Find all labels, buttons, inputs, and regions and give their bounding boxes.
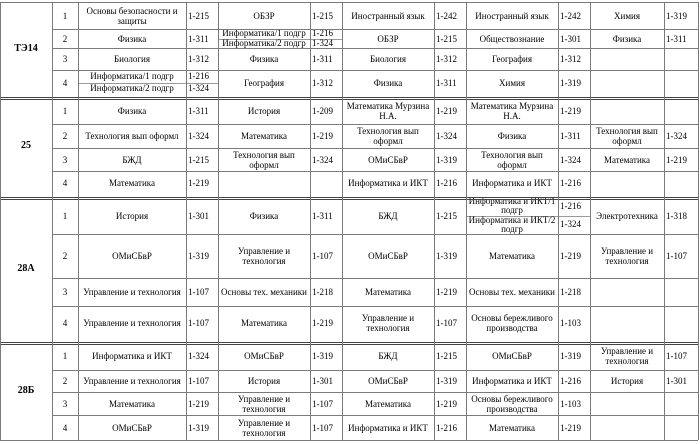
- room-cell: 1-319: [560, 351, 581, 361]
- subgroup-subject: Информатика/1 подгр: [222, 29, 306, 39]
- lesson-number: 4: [62, 422, 68, 433]
- subject-text: БЖД: [122, 154, 142, 165]
- row-divider: [52, 278, 698, 279]
- lesson-number: 4: [62, 318, 68, 328]
- subject-text: Информатика и ИКТ: [472, 376, 552, 386]
- subject-cell: [218, 415, 310, 440]
- room-cell: 1-215: [312, 10, 333, 21]
- subject-text: Информатика и ИКТ: [348, 422, 428, 433]
- subgroup-room: 1-216: [560, 200, 581, 211]
- subject-text: Электротехника: [596, 210, 658, 221]
- room-cell: 1-301: [666, 376, 687, 386]
- subject-cell: [466, 97, 558, 124]
- subject-cell: [78, 2, 186, 29]
- subject-cell: [78, 392, 186, 415]
- row-divider: [52, 171, 698, 172]
- room-cell: 1-216: [436, 177, 457, 188]
- subject-text: ОМиСБвР: [368, 154, 408, 165]
- subject-text: ОМиСБвР: [112, 251, 152, 261]
- subject-text: Математика: [108, 398, 156, 409]
- subject-cell: [342, 124, 434, 148]
- subject-cell: [590, 306, 664, 340]
- room-cell: 1-107: [188, 376, 209, 386]
- subject-cell: [590, 415, 664, 440]
- subject-cell: [218, 197, 310, 234]
- room-cell: [186, 70, 218, 95]
- subject-cell: [590, 97, 664, 124]
- room-cell: [664, 70, 698, 95]
- row-divider: [0, 2, 698, 3]
- subject-cell: [466, 197, 558, 234]
- row-divider: [52, 415, 698, 416]
- column-divider: [52, 2, 53, 440]
- room-cell: 1-215: [436, 351, 457, 361]
- subject-cell: [466, 306, 558, 340]
- subject-cell: [218, 124, 310, 148]
- subject-cell: [466, 392, 558, 415]
- room-cell: 1-301: [312, 376, 333, 386]
- subject-text: Обществознание: [479, 33, 545, 44]
- room-cell: 1-312: [560, 54, 581, 64]
- row-divider: [0, 440, 698, 441]
- subject-cell: [78, 124, 186, 148]
- subgroup-subject: Информатика/2 подгр: [90, 83, 174, 94]
- room-cell: 1-218: [560, 287, 581, 297]
- room-cell: 1-215: [436, 210, 457, 221]
- subject-text: Основы безопасности и защиты: [86, 5, 178, 26]
- subject-cell: [342, 29, 434, 48]
- subject-cell: [466, 370, 558, 392]
- lesson-number: 1: [62, 351, 68, 361]
- subject-text: ОМиСБвР: [112, 422, 152, 433]
- subject-cell: [342, 48, 434, 70]
- subject-cell: [78, 306, 186, 340]
- subject-text: Управление и технология: [237, 246, 291, 266]
- lesson-number: 1: [62, 105, 68, 116]
- subject-text: Химия: [499, 77, 525, 88]
- row-divider: [0, 342, 698, 345]
- subject-text: Математика: [240, 318, 288, 328]
- subject-text: Информатика и ИКТ: [472, 177, 552, 188]
- subject-text: ОБЗР: [377, 33, 399, 44]
- room-cell: 1-312: [312, 77, 333, 88]
- subject-text: ОМиСБвР: [492, 351, 532, 361]
- room-cell: 1-242: [560, 10, 581, 21]
- subject-cell: [218, 2, 310, 29]
- column-divider: [590, 2, 591, 440]
- subject-cell: [78, 370, 186, 392]
- room-cell: 1-312: [436, 54, 457, 64]
- subject-text: Иностранный язык: [351, 10, 425, 21]
- subject-cell: [218, 29, 310, 48]
- subject-cell: [218, 171, 310, 194]
- room-cell: 1-107: [666, 251, 687, 261]
- subject-cell: [466, 171, 558, 194]
- room-cell: 1-219: [312, 131, 333, 141]
- subject-cell: [342, 342, 434, 370]
- subject-cell: [342, 70, 434, 95]
- subject-cell: [466, 70, 558, 95]
- subject-cell: [466, 124, 558, 148]
- row-divider: [52, 29, 698, 30]
- room-cell: 1-312: [188, 54, 209, 64]
- room-cell: 1-219: [312, 318, 333, 328]
- subject-text: Математика: [603, 154, 651, 165]
- room-cell: 1-311: [560, 131, 581, 141]
- subject-text: ОБЗР: [253, 10, 275, 21]
- subject-text: Технология вып оформл: [481, 149, 543, 170]
- subject-cell: [342, 2, 434, 29]
- room-cell: 1-218: [312, 287, 333, 297]
- room-cell: 1-219: [560, 422, 581, 433]
- subject-cell: [590, 342, 664, 370]
- subject-cell: [590, 148, 664, 171]
- room-cell: 1-107: [188, 318, 209, 328]
- subject-cell: [78, 342, 186, 370]
- room-cell: 1-209: [312, 105, 333, 116]
- subject-cell: [342, 197, 434, 234]
- subgroup-room: 1-324: [560, 219, 581, 230]
- lesson-number: 2: [62, 131, 68, 141]
- subject-text: БЖД: [378, 210, 398, 221]
- subject-cell: [590, 2, 664, 29]
- subject-text: Управление и технология: [83, 287, 181, 297]
- subject-cell: [342, 392, 434, 415]
- subject-cell: [466, 29, 558, 48]
- lesson-number: 4: [62, 77, 68, 88]
- room-cell: [664, 97, 698, 124]
- subject-text: Биология: [113, 54, 150, 64]
- lesson-number: 3: [62, 398, 68, 409]
- subject-cell: [78, 415, 186, 440]
- subgroup-room: 1-324: [312, 37, 333, 48]
- subject-text: Управление и технология: [600, 346, 654, 366]
- subject-text: Иностранный язык: [475, 10, 549, 21]
- subject-cell: [78, 70, 186, 95]
- room-cell: 1-107: [188, 287, 209, 297]
- subject-text: Математика Мурзина Н.А.: [346, 100, 430, 121]
- subject-cell: [78, 278, 186, 306]
- room-cell: 1-319: [188, 422, 209, 433]
- subgroup-subject: Информатика и ИКТ/2 подгр: [468, 214, 556, 234]
- subgroup-room: 1-216: [312, 29, 333, 39]
- subject-text: Информатика и ИКТ: [92, 351, 172, 361]
- subject-text: История: [115, 210, 149, 221]
- subject-cell: [342, 415, 434, 440]
- subject-text: Биология: [369, 54, 406, 64]
- subject-cell: [466, 415, 558, 440]
- lesson-number: 2: [62, 33, 68, 44]
- subject-text: Основы бережливого производства: [471, 393, 553, 414]
- room-cell: [664, 392, 698, 415]
- room-cell: 1-311: [188, 33, 209, 44]
- row-divider: [52, 392, 698, 393]
- room-cell: [664, 306, 698, 340]
- subject-cell: [218, 148, 310, 171]
- room-cell: 1-107: [666, 351, 687, 361]
- column-divider: [558, 2, 559, 440]
- room-cell: [664, 171, 698, 194]
- room-cell: 1-103: [560, 398, 581, 409]
- row-divider: [52, 124, 698, 125]
- room-cell: 1-219: [188, 398, 209, 409]
- subject-text: Управление и технология: [237, 393, 291, 414]
- subject-text: Математика: [364, 398, 412, 409]
- room-cell: 1-318: [666, 210, 687, 221]
- subgroup-room: 1-216: [188, 70, 209, 81]
- row-divider: [52, 234, 698, 235]
- row-divider: [52, 48, 698, 49]
- subject-cell: [342, 306, 434, 340]
- subject-cell: [218, 342, 310, 370]
- subject-text: Управление и технология: [361, 313, 415, 333]
- subject-text: Технология вып оформл: [357, 126, 419, 146]
- subgroup-room: 1-324: [188, 83, 209, 94]
- room-cell: 1-107: [312, 398, 333, 409]
- column-divider: [342, 2, 343, 440]
- subject-cell: [590, 29, 664, 48]
- room-cell: 1-216: [436, 422, 457, 433]
- subject-cell: [218, 70, 310, 95]
- room-cell: 1-319: [436, 154, 457, 165]
- subject-text: Информатика и ИКТ: [348, 177, 428, 188]
- subject-cell: [218, 97, 310, 124]
- subject-cell: [590, 124, 664, 148]
- subject-text: Основы тех. механики: [469, 287, 555, 297]
- room-cell: 1-311: [312, 54, 333, 64]
- subject-cell: [342, 171, 434, 194]
- subgroup-subject: Информатика/2 подгр: [222, 37, 306, 48]
- subject-text: Математика: [364, 287, 412, 297]
- subject-cell: [78, 171, 186, 194]
- lesson-number: 4: [62, 177, 68, 188]
- room-cell: 1-242: [436, 10, 457, 21]
- room-cell: 1-324: [312, 154, 333, 165]
- subject-text: Физика: [612, 33, 642, 44]
- subject-cell: [590, 197, 664, 234]
- subject-text: Управление и технология: [600, 246, 654, 266]
- subject-cell: [342, 148, 434, 171]
- subject-cell: [590, 70, 664, 95]
- room-cell: 1-107: [436, 318, 457, 328]
- room-cell: 1-216: [560, 177, 581, 188]
- room-cell: [558, 197, 590, 234]
- subject-text: История: [247, 376, 281, 386]
- room-cell: 1-319: [436, 376, 457, 386]
- subject-cell: [590, 278, 664, 306]
- column-divider: [698, 2, 699, 440]
- subject-cell: [466, 48, 558, 70]
- subject-text: Физика: [117, 105, 147, 116]
- subject-text: Управление и технология: [83, 376, 181, 386]
- subject-cell: [78, 29, 186, 48]
- subgroup-subject: Информатика и ИКТ/1 подгр: [468, 197, 556, 216]
- room-cell: 1-215: [188, 154, 209, 165]
- column-divider: [310, 2, 311, 440]
- room-cell: 1-219: [560, 105, 581, 116]
- subject-text: Технология вып оформл: [85, 131, 179, 141]
- group-name: ТЭ14: [14, 42, 38, 54]
- column-divider: [664, 2, 665, 440]
- subject-cell: [466, 2, 558, 29]
- subject-cell: [590, 234, 664, 278]
- subject-cell: [218, 278, 310, 306]
- room-cell: 1-107: [312, 251, 333, 261]
- column-divider: [218, 2, 219, 440]
- room-cell: 1-311: [188, 105, 209, 116]
- subject-cell: [590, 171, 664, 194]
- subject-cell: [78, 234, 186, 278]
- subject-text: БЖД: [378, 351, 398, 361]
- subject-cell: [342, 234, 434, 278]
- room-cell: [664, 48, 698, 70]
- room-cell: 1-219: [436, 105, 457, 116]
- lesson-number: 1: [62, 10, 68, 21]
- subject-text: Математика: [488, 251, 536, 261]
- subject-text: История: [610, 376, 644, 386]
- subject-text: Физика: [249, 210, 279, 221]
- column-divider: [0, 2, 1, 440]
- subject-text: Основы тех. механики: [221, 287, 307, 297]
- room-cell: 1-219: [666, 154, 687, 165]
- subject-text: Управление и технология: [237, 417, 291, 438]
- room-cell: 1-311: [666, 33, 687, 44]
- subject-text: Математика Мурзина Н.А.: [470, 100, 554, 121]
- group-name: 25: [21, 139, 31, 151]
- row-divider: [52, 306, 698, 307]
- subject-cell: [78, 197, 186, 234]
- group-name: 28Б: [17, 385, 35, 396]
- room-cell: 1-324: [436, 131, 457, 141]
- subject-cell: [342, 278, 434, 306]
- row-divider: [0, 197, 698, 200]
- subject-cell: [218, 370, 310, 392]
- subject-text: Физика: [373, 77, 403, 88]
- subject-text: Математика: [108, 177, 156, 188]
- subject-text: Физика: [249, 54, 279, 64]
- lesson-number: 2: [62, 376, 68, 386]
- row-divider: [52, 148, 698, 149]
- room-cell: [664, 278, 698, 306]
- subject-text: Математика: [240, 131, 288, 141]
- group-name: 28А: [17, 262, 35, 274]
- room-cell: [664, 415, 698, 440]
- row-divider: [52, 70, 698, 71]
- subject-text: Технология вып оформл: [233, 149, 295, 170]
- subject-cell: [342, 370, 434, 392]
- room-cell: 1-324: [188, 131, 209, 141]
- room-cell: 1-219: [560, 251, 581, 261]
- lesson-number: 3: [62, 154, 68, 165]
- room-cell: 1-103: [560, 318, 581, 328]
- column-divider: [78, 2, 79, 440]
- subject-text: Химия: [614, 10, 640, 21]
- subject-cell: [342, 97, 434, 124]
- room-cell: 1-324: [560, 154, 581, 165]
- room-cell: 1-215: [436, 33, 457, 44]
- subject-cell: [466, 148, 558, 171]
- subject-text: ОМиСБвР: [244, 351, 284, 361]
- room-cell: 1-311: [436, 77, 457, 88]
- room-cell: [310, 29, 342, 48]
- subject-text: Физика: [117, 33, 147, 44]
- lesson-number: 3: [62, 287, 68, 297]
- room-cell: 1-319: [436, 251, 457, 261]
- subject-text: Технология вып оформл: [596, 126, 658, 146]
- room-cell: 1-219: [436, 398, 457, 409]
- row-divider: [52, 370, 698, 371]
- row-divider: [0, 97, 698, 100]
- subject-cell: [218, 392, 310, 415]
- subject-cell: [218, 234, 310, 278]
- subject-cell: [590, 370, 664, 392]
- room-cell: 1-301: [188, 210, 209, 221]
- lesson-number: 1: [62, 210, 68, 221]
- column-divider: [466, 2, 467, 440]
- subject-text: ОМиСБвР: [368, 251, 408, 261]
- room-cell: 1-219: [188, 177, 209, 188]
- subject-text: Математика: [488, 422, 536, 433]
- subject-text: ОМиСБвР: [368, 376, 408, 386]
- subject-cell: [590, 48, 664, 70]
- subject-text: География: [244, 77, 284, 88]
- subject-cell: [78, 97, 186, 124]
- room-cell: 1-301: [560, 33, 581, 44]
- room-cell: 1-219: [436, 287, 457, 297]
- room-cell: 1-215: [188, 10, 209, 21]
- room-cell: 1-216: [560, 376, 581, 386]
- subject-cell: [466, 342, 558, 370]
- subject-text: Управление и технология: [83, 318, 181, 328]
- room-cell: 1-107: [312, 422, 333, 433]
- subject-text: География: [492, 54, 532, 64]
- room-cell: 1-319: [188, 251, 209, 261]
- subject-cell: [218, 48, 310, 70]
- subject-cell: [218, 306, 310, 340]
- room-cell: 1-319: [560, 77, 581, 88]
- subject-cell: [466, 234, 558, 278]
- room-cell: 1-311: [312, 210, 333, 221]
- column-divider: [186, 2, 187, 440]
- subject-text: Физика: [497, 131, 527, 141]
- subject-cell: [466, 278, 558, 306]
- subject-text: Основы бережливого производства: [471, 313, 553, 333]
- column-divider: [434, 2, 435, 440]
- subject-cell: [590, 392, 664, 415]
- room-cell: 1-324: [188, 351, 209, 361]
- subject-text: История: [247, 105, 281, 116]
- lesson-number: 2: [62, 251, 68, 261]
- room-cell: [310, 171, 342, 194]
- lesson-number: 3: [62, 54, 68, 64]
- subgroup-subject: Информатика/1 подгр: [90, 70, 174, 81]
- room-cell: 1-319: [312, 351, 333, 361]
- subject-cell: [78, 148, 186, 171]
- room-cell: 1-319: [666, 10, 687, 21]
- subject-cell: [78, 48, 186, 70]
- room-cell: 1-324: [666, 131, 687, 141]
